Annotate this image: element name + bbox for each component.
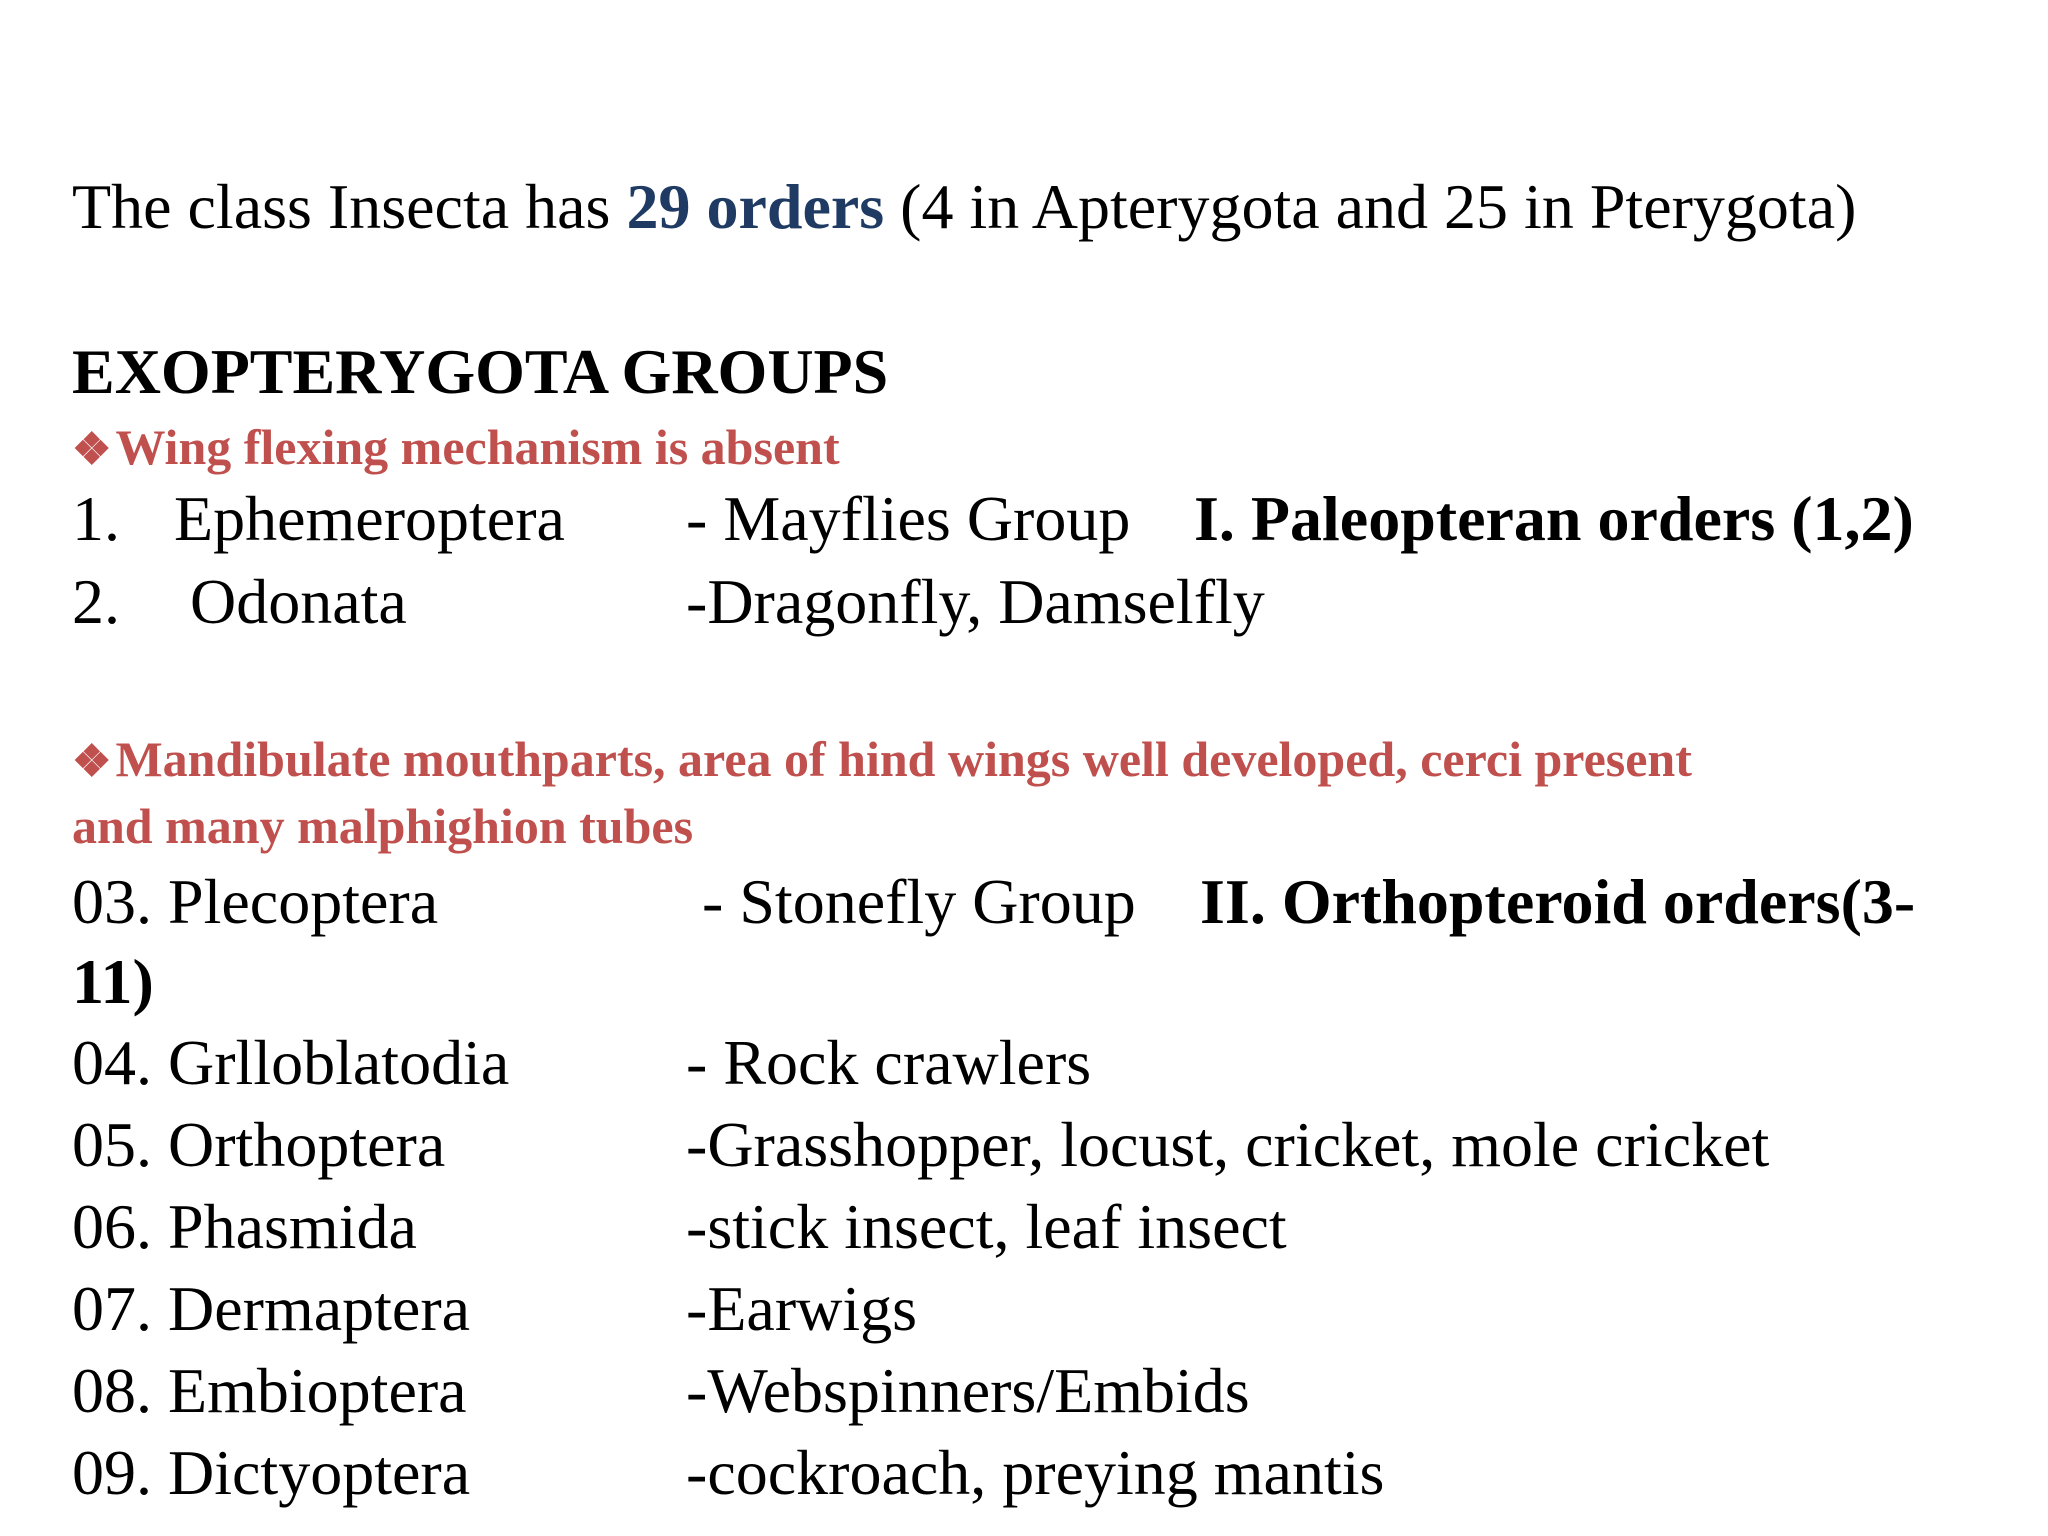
intro-before: The class Insecta has xyxy=(72,171,627,242)
order-common-name: -Grasshopper, locust, cricket, mole cricket xyxy=(686,1109,1770,1180)
order-number: 2. xyxy=(72,566,120,637)
order-name: 08. Embioptera xyxy=(72,1355,467,1426)
section-heading: EXOPTERYGOTA GROUPS xyxy=(72,336,889,407)
note-text: Mandibulate mouthparts, area of hind wings well developed, cerci present xyxy=(115,731,1692,787)
order-name: 05. Orthoptera xyxy=(72,1109,446,1180)
intro-text xyxy=(72,170,1856,244)
group-label-orthopteroid: II. Orthopteroid orders(3- xyxy=(1200,866,1916,937)
order-name: 06. Phasmida xyxy=(72,1191,417,1262)
order-common-name: - Stonefly Group xyxy=(702,866,1136,937)
order-common-name: -Dragonfly, Damselfly xyxy=(686,566,1265,637)
note-wing-flexing xyxy=(72,418,840,476)
order-common-name: -cockroach, preying mantis xyxy=(686,1437,1385,1508)
note-mandibulate-line2: and many malphighion tubes xyxy=(72,798,694,854)
group-label-paleopteran: I. Paleopteran orders (1,2) xyxy=(1194,483,1914,554)
group-label-orthopteroid-continued: 11) xyxy=(72,946,154,1017)
intro-after: (4 in Apterygota and 25 in Pterygota) xyxy=(884,171,1857,242)
order-common-name: - Mayflies Group xyxy=(686,483,1131,554)
order-name: Odonata xyxy=(190,566,407,637)
diamond-bullet-icon: ❖ xyxy=(72,425,112,474)
order-name: Ephemeroptera xyxy=(174,483,565,554)
diamond-bullet-icon: ❖ xyxy=(72,737,112,786)
orders-count-highlight: 29 orders xyxy=(626,171,885,242)
order-name: 04. Grlloblatodia xyxy=(72,1027,510,1098)
order-name: 07. Dermaptera xyxy=(72,1273,471,1344)
order-common-name: -stick insect, leaf insect xyxy=(686,1191,1287,1262)
order-common-name: -Earwigs xyxy=(686,1273,918,1344)
order-number: 1. xyxy=(72,483,120,554)
order-name: 03. Plecoptera xyxy=(72,866,439,937)
order-common-name: -Webspinners/Embids xyxy=(686,1355,1250,1426)
note-mandibulate-line1 xyxy=(72,730,1692,788)
order-common-name: - Rock crawlers xyxy=(686,1027,1092,1098)
note-text: Wing flexing mechanism is absent xyxy=(115,419,840,475)
order-name: 09. Dictyoptera xyxy=(72,1437,471,1508)
